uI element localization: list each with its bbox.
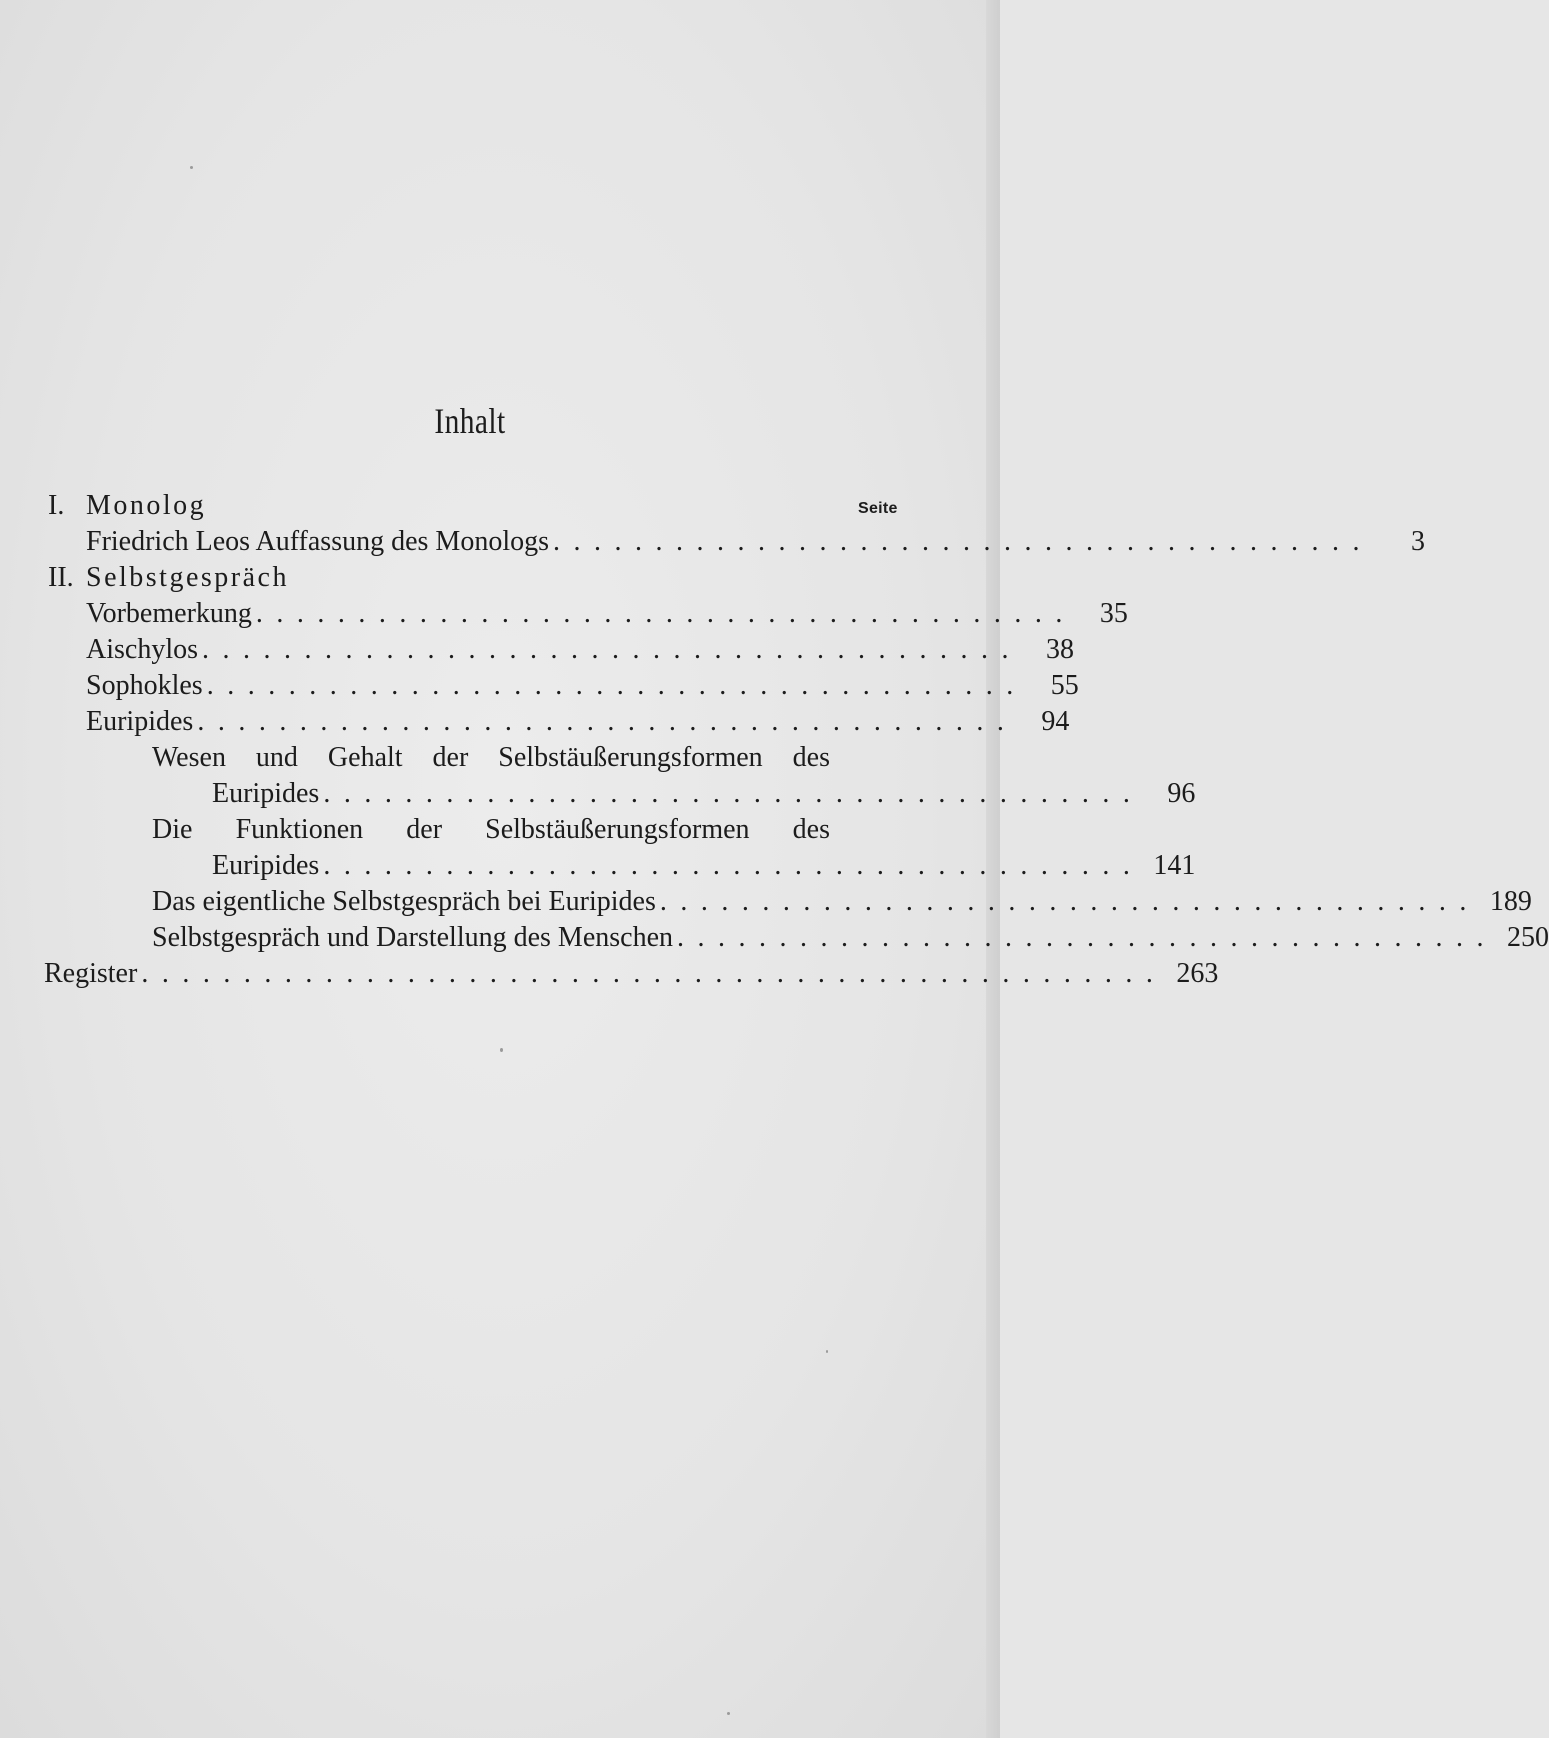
section-title: Selbstgespräch: [86, 562, 289, 593]
dot-leader: ........................................: [206, 670, 1027, 701]
entry-page: 94: [1041, 706, 1070, 737]
dot-leader: ........................................: [553, 526, 1373, 557]
toc-entry: [86, 524, 1425, 560]
page-title: Inhalt: [434, 401, 506, 441]
dot-leader: ..................................................: [141, 958, 1167, 989]
paper-speck: [500, 1048, 503, 1052]
entry-page: 3: [1411, 526, 1425, 557]
entry-title: Euripides: [212, 778, 320, 809]
entry-page: 141: [1153, 850, 1196, 881]
dot-leader: ........................................: [323, 778, 1144, 809]
entry-page: 35: [1099, 598, 1128, 629]
entry-title: Das eigentliche Selbstgespräch bei Euripides: [152, 886, 656, 917]
entry-title: Aischylos: [86, 634, 198, 665]
toc-entry: [86, 704, 1070, 740]
section-number: II.: [48, 562, 74, 593]
dot-leader: ........................................: [677, 922, 1497, 953]
entry-title: Sophokles: [86, 670, 203, 701]
toc-subentry: [212, 776, 1196, 812]
page-column-label: Seite: [858, 500, 898, 517]
toc-entry: [86, 632, 1074, 668]
dot-leader: ........................................: [197, 706, 1018, 737]
paper-speck: [190, 166, 193, 169]
entry-page: 189: [1489, 886, 1532, 917]
entry-title: Friedrich Leos Auffassung des Monologs: [86, 526, 549, 557]
toc-subentry: [152, 884, 1532, 920]
dot-leader: ........................................: [323, 850, 1144, 881]
toc-subentry: [152, 920, 1549, 956]
entry-title: Euripides: [86, 706, 194, 737]
section-number: I.: [48, 490, 65, 521]
dot-leader: ........................................: [255, 598, 1076, 629]
toc-subentry: [212, 848, 1196, 884]
section-title: Monolog: [86, 490, 207, 521]
toc-entry: [86, 668, 1079, 704]
entry-title: Register: [44, 958, 138, 989]
entry-page: 38: [1046, 634, 1074, 665]
entry-title: Euripides: [212, 850, 320, 881]
paper-speck: [826, 1350, 828, 1353]
dot-leader: ........................................: [202, 634, 1022, 665]
entry-title: Selbstgespräch und Darstellung des Menschen: [152, 922, 673, 953]
dot-leader: ........................................: [659, 886, 1480, 917]
entry-page: 96: [1167, 778, 1196, 809]
toc-entry: [86, 596, 1128, 632]
entry-title: Vorbemerkung: [86, 598, 252, 629]
toc-entry-register: [44, 956, 1219, 992]
entry-page: 55: [1050, 670, 1079, 701]
paper-speck: [727, 1712, 730, 1715]
subentry-title-line: Die Funktionen der Selbstäußerungsformen des: [152, 814, 830, 845]
entry-page: 250: [1507, 922, 1549, 953]
entry-page: 263: [1176, 958, 1219, 989]
subentry-title-line: Wesen und Gehalt der Selbstäußerungsformen des: [152, 742, 830, 773]
